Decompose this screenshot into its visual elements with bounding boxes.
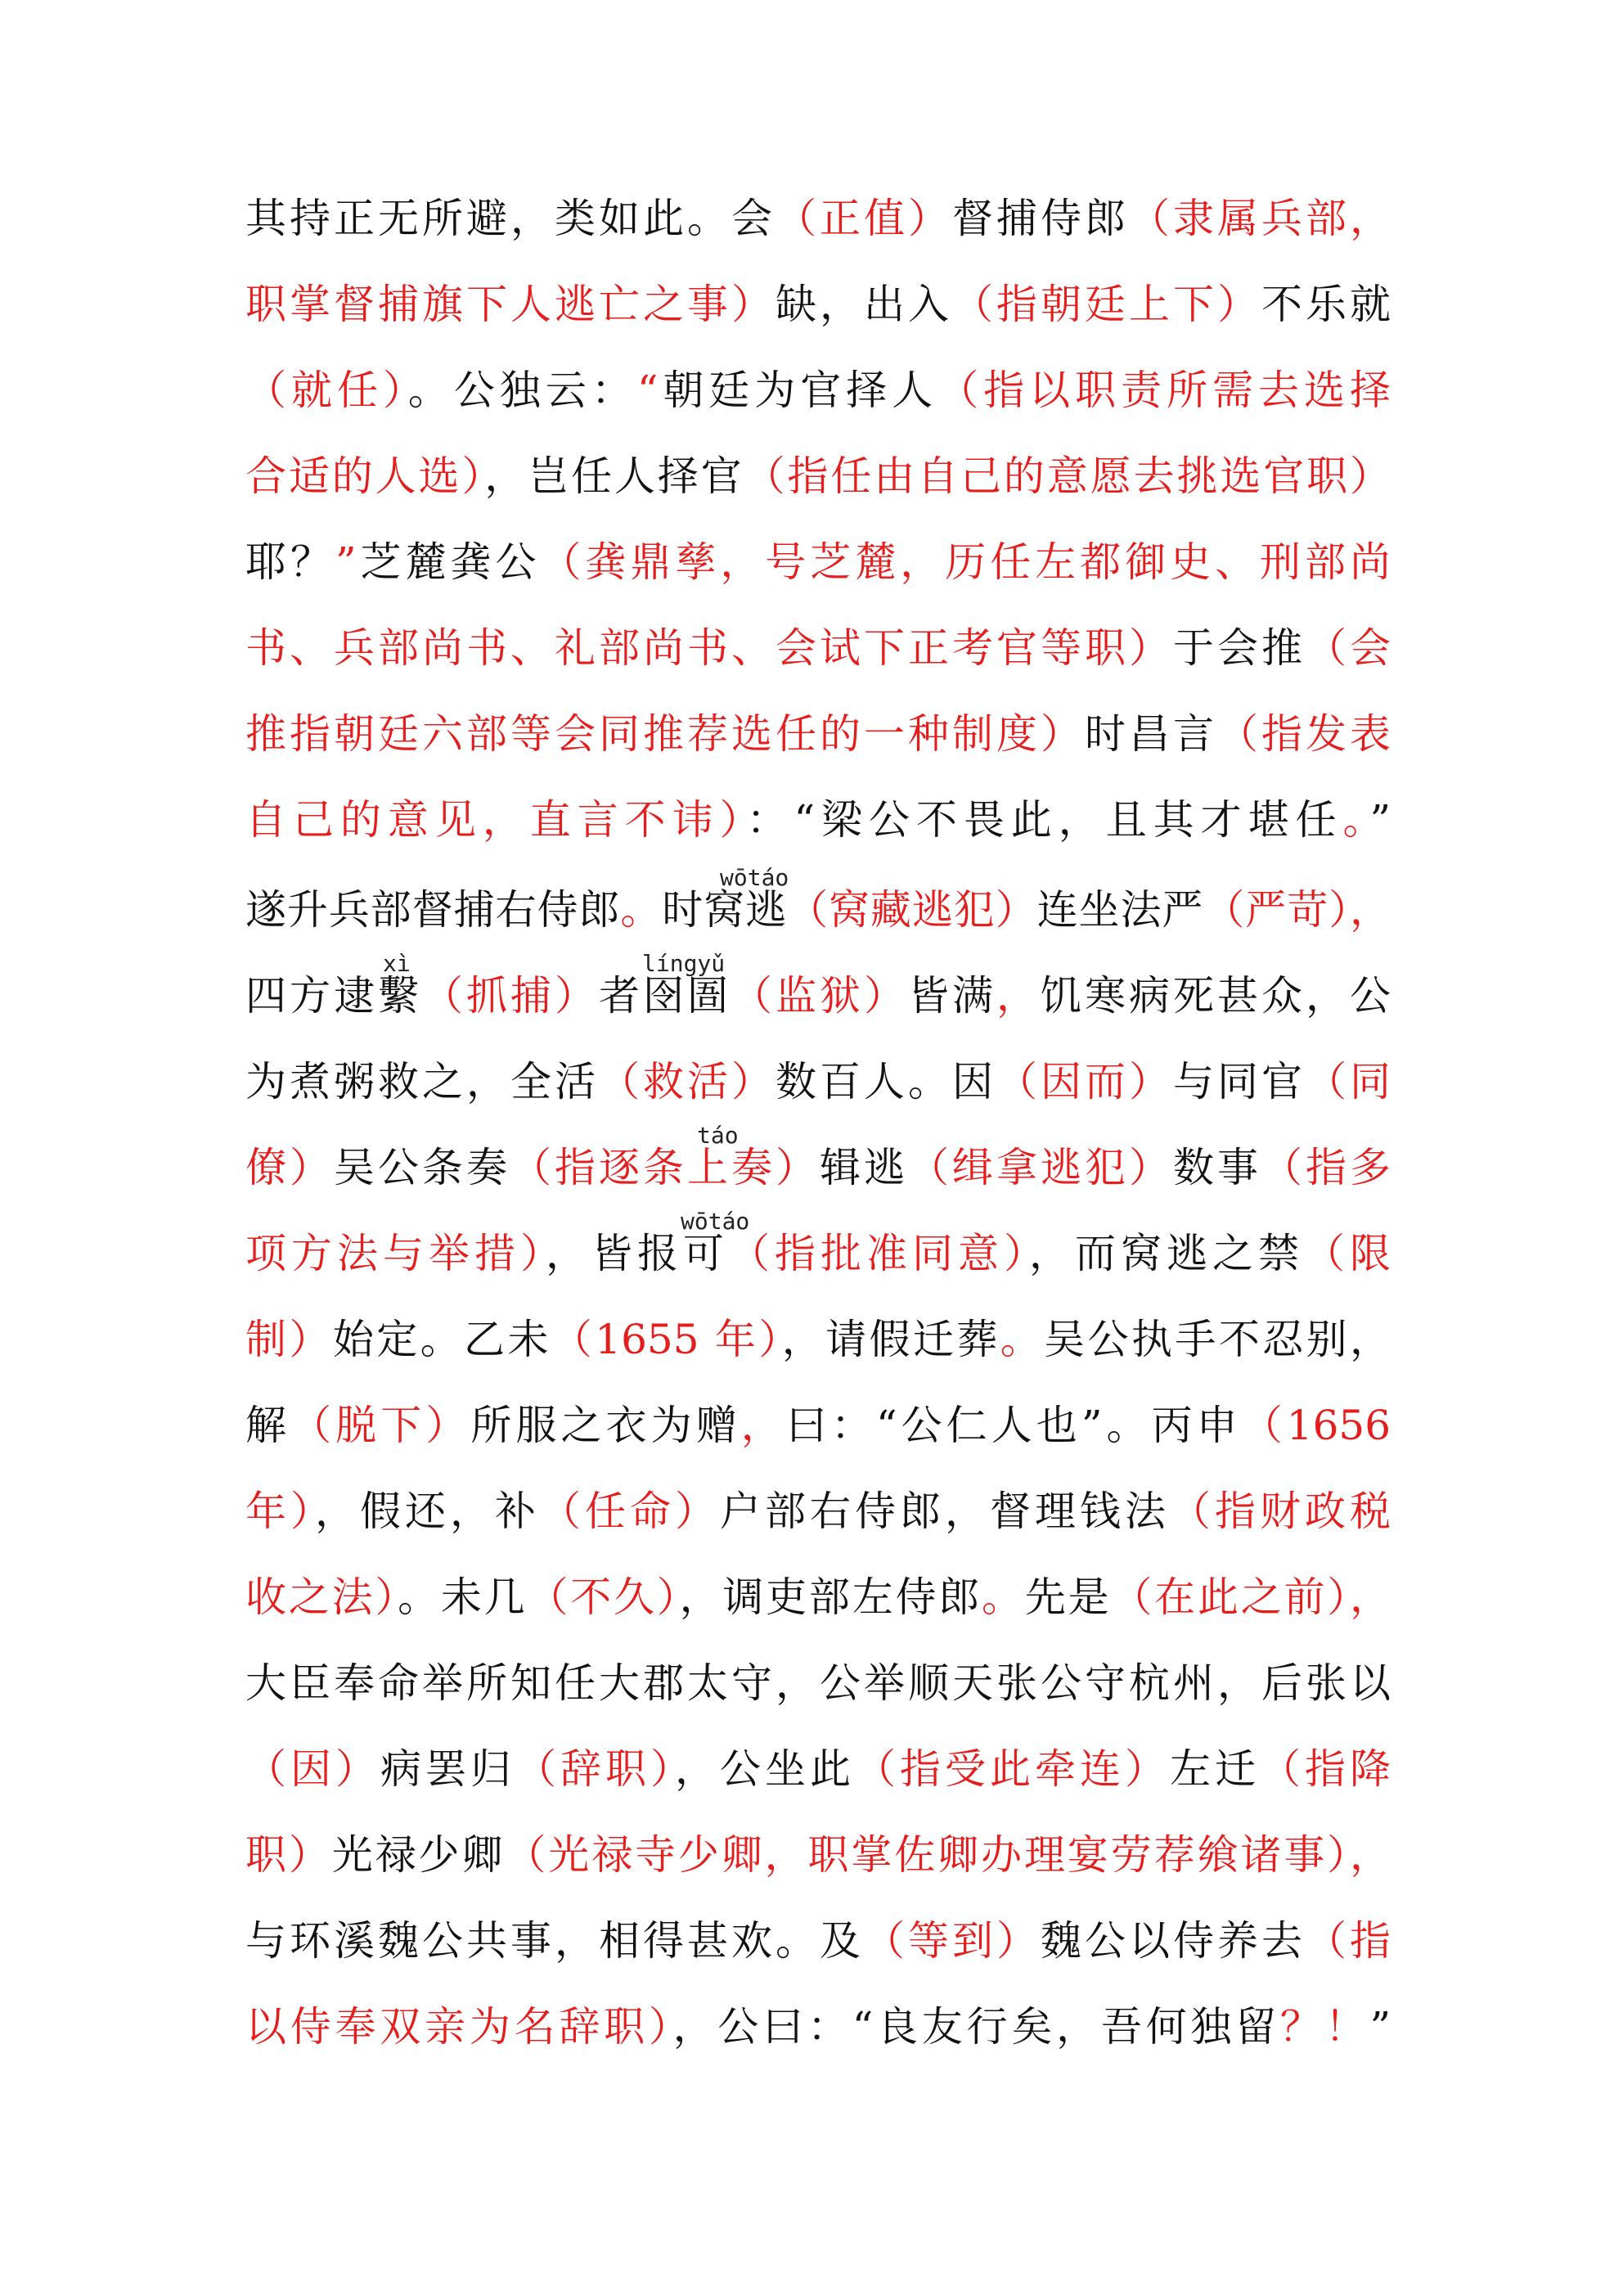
body-text: ：“梁公不畏此，且其才堪任	[746, 796, 1343, 844]
text-line	[245, 1998, 1391, 2055]
pinyin-annotation: xì	[383, 950, 411, 977]
annotation-text: （缉拿逃犯）	[908, 1144, 1173, 1191]
annotation-text: “	[636, 367, 659, 414]
body-text: 不乐就	[1261, 281, 1391, 328]
text-line	[245, 276, 1391, 333]
body-text: 始定。乙未	[332, 1316, 551, 1363]
annotation-text: 制）	[245, 1316, 333, 1363]
annotation-text: 职）	[245, 1831, 332, 1879]
annotation-text: （同	[1306, 1058, 1391, 1105]
pinyin-annotation: wōtáo	[720, 864, 789, 891]
text-line	[245, 791, 1391, 849]
body-text: ，公坐此	[675, 1745, 855, 1793]
annotation-text: 。	[1342, 796, 1370, 844]
body-text: 缺，出入	[776, 281, 952, 328]
body-text: ，皆报可	[546, 1230, 729, 1277]
body-text: 所服之衣为赠	[470, 1402, 741, 1449]
body-text: 饥寒病死甚众，公	[1041, 972, 1391, 1020]
body-text: ，公曰：“良友行矣，吾何独留	[672, 2003, 1280, 2051]
body-text: 。未几	[398, 1573, 528, 1621]
body-text: 吴公条奏	[334, 1144, 510, 1191]
annotation-text: （任命）	[540, 1488, 720, 1535]
annotation-text: 僚）	[245, 1144, 334, 1191]
annotation-text: 项方法与举措）	[245, 1230, 546, 1277]
annotation-text: 书、兵部尚书、礼部尚书、会试下正考官等职）	[245, 624, 1173, 672]
annotation-text: （监狱）	[731, 972, 908, 1020]
body-text: 时昌言	[1085, 710, 1217, 758]
annotation-text: ，	[996, 972, 1041, 1020]
annotation-text: （指朝廷上下）	[952, 281, 1261, 328]
text-line	[245, 881, 1391, 939]
annotation-text: ？！	[1279, 2003, 1370, 2051]
text-line	[245, 1483, 1391, 1540]
body-text: 魏公以侍养去	[1041, 1917, 1306, 1965]
annotation-text: （救活）	[599, 1058, 776, 1105]
body-text: 大臣奉命举所知任大郡太守，公举顺天张公守杭州，后张以	[245, 1659, 1391, 1707]
annotation-text: 。	[1000, 1316, 1045, 1363]
annotation-text: （指多	[1261, 1144, 1391, 1191]
annotation-text: （窝藏逃犯）	[787, 886, 1037, 934]
body-text: 吴公执手不忍别，	[1044, 1316, 1391, 1363]
body-text: 芝麓龚公	[356, 538, 541, 586]
body-text: 光禄少卿	[331, 1831, 506, 1879]
annotation-text: 。	[620, 886, 663, 934]
annotation-text: 合适的人选）	[245, 452, 485, 500]
annotation-text: （指逐条上奏）	[510, 1144, 820, 1191]
body-text: 其持正无所避，类如此。会	[245, 195, 776, 242]
annotation-text: （等到）	[864, 1917, 1041, 1965]
text-line	[245, 1654, 1391, 1712]
annotation-text: （抓捕）	[422, 972, 599, 1020]
annotation-text: （脱下）	[290, 1402, 471, 1449]
annotation-text: （严苛），	[1203, 886, 1391, 934]
annotation-text: （光禄寺少卿，职掌佐卿办理宴劳荐飨诸事），	[505, 1831, 1391, 1879]
body-text: 左迁	[1170, 1745, 1260, 1793]
body-text: 四方逮繫	[245, 972, 422, 1020]
annotation-text: 以侍奉双亲为名辞职）	[245, 2003, 673, 2051]
annotation-text: （隶属兵部，	[1129, 195, 1391, 242]
annotation-text: 年）	[245, 1488, 315, 1535]
annotation-text: 推指朝廷六部等会同推荐选任的一种制度）	[245, 710, 1085, 758]
annotation-text: （指任由自己的意愿去挑选官职）	[744, 452, 1391, 500]
pinyin-annotation: táo	[697, 1122, 739, 1149]
annotation-text: （辞职）	[515, 1745, 675, 1793]
annotation-text: （因）	[245, 1745, 380, 1793]
body-text: 数事	[1173, 1144, 1261, 1191]
annotation-text: （1655 年）	[551, 1316, 782, 1363]
text-line	[245, 1826, 1391, 1884]
body-text: 连坐法严	[1036, 886, 1204, 934]
body-text: 先是	[1024, 1573, 1112, 1621]
body-text: 辑逃	[820, 1144, 908, 1191]
text-line	[245, 619, 1391, 677]
body-text: 耶？	[245, 538, 335, 586]
body-text: ，调吏部左侍郎	[679, 1573, 982, 1621]
text-line	[245, 533, 1391, 591]
text-line	[245, 1311, 1391, 1368]
annotation-text: ，	[740, 1402, 786, 1449]
text-line	[245, 1225, 1391, 1282]
pinyin-annotation: wōtáo	[681, 1208, 750, 1235]
body-text: ，岂任人择官	[484, 452, 744, 500]
body-text: ，请假迁葬	[781, 1316, 1000, 1363]
text-line	[245, 1740, 1391, 1798]
annotation-text: （指财政税	[1170, 1488, 1391, 1535]
annotation-text: （指受此牵连）	[855, 1745, 1170, 1793]
body-text: 为煮粥救之，全活	[245, 1058, 599, 1105]
annotation-text: （正值）	[776, 195, 952, 242]
text-line	[245, 362, 1391, 419]
annotation-text: （指以职责所需去选择	[937, 367, 1391, 414]
body-text: 时窝逃	[662, 886, 788, 934]
body-text: ，而窝逃之禁	[1029, 1230, 1304, 1277]
text-line	[245, 1139, 1391, 1196]
annotation-text: （限	[1304, 1230, 1391, 1277]
text-line	[245, 190, 1391, 247]
annotation-text: （指降	[1260, 1745, 1391, 1793]
annotation-text: （指发表	[1217, 710, 1391, 758]
text-line	[245, 1397, 1391, 1454]
annotation-text: 。	[982, 1573, 1025, 1621]
pinyin-annotation: língyǔ	[642, 950, 726, 977]
body-text: ，假还，补	[315, 1488, 540, 1535]
annotation-text: （龚鼎孳，号芝麓，历任左都御史、刑部尚	[540, 538, 1391, 586]
body-text: 督捕侍郎	[952, 195, 1129, 242]
body-text: 于会推	[1173, 624, 1306, 672]
body-text: 遂升兵部督捕右侍郎	[245, 886, 621, 934]
body-text: 户部右侍郎，督理钱法	[720, 1488, 1170, 1535]
body-text: 。公独云：	[407, 367, 637, 414]
annotation-text: 职掌督捕旗下人逃亡之事）	[245, 281, 776, 328]
body-text: 朝廷为官择人	[658, 367, 938, 414]
body-text: 皆满	[908, 972, 996, 1020]
annotation-text: （在此之前），	[1111, 1573, 1391, 1621]
body-text: 病罢归	[380, 1745, 515, 1793]
text-line	[245, 967, 1391, 1024]
annotation-text: （指	[1306, 1917, 1391, 1965]
body-text: 与同官	[1173, 1058, 1306, 1105]
annotation-text: （会	[1306, 624, 1391, 672]
annotation-text: 自己的意见，直言不讳）	[245, 796, 747, 844]
annotation-text: （就任）	[245, 367, 408, 414]
body-text: 与环溪魏公共事，相得甚欢。及	[245, 1917, 864, 1965]
body-text: ”	[1369, 2003, 1391, 2051]
annotation-text: （指批准同意）	[729, 1230, 1029, 1277]
body-text: 解	[245, 1402, 291, 1449]
annotation-text: （不久）	[527, 1573, 680, 1621]
annotation-text: （因而）	[996, 1058, 1173, 1105]
text-line	[245, 705, 1391, 763]
text-line	[245, 448, 1391, 505]
body-text: 数百人。因	[776, 1058, 996, 1105]
annotation-text: （1656	[1241, 1402, 1391, 1449]
annotation-text: ”	[335, 538, 357, 586]
body-text: 曰：“公仁人也”。丙申	[785, 1402, 1242, 1449]
text-line	[245, 1912, 1391, 1970]
body-text: 者囹圄	[599, 972, 731, 1020]
body-text: ”	[1369, 796, 1391, 844]
text-line	[245, 1569, 1391, 1626]
text-line	[245, 1053, 1391, 1110]
annotation-text: 收之法）	[245, 1573, 398, 1621]
